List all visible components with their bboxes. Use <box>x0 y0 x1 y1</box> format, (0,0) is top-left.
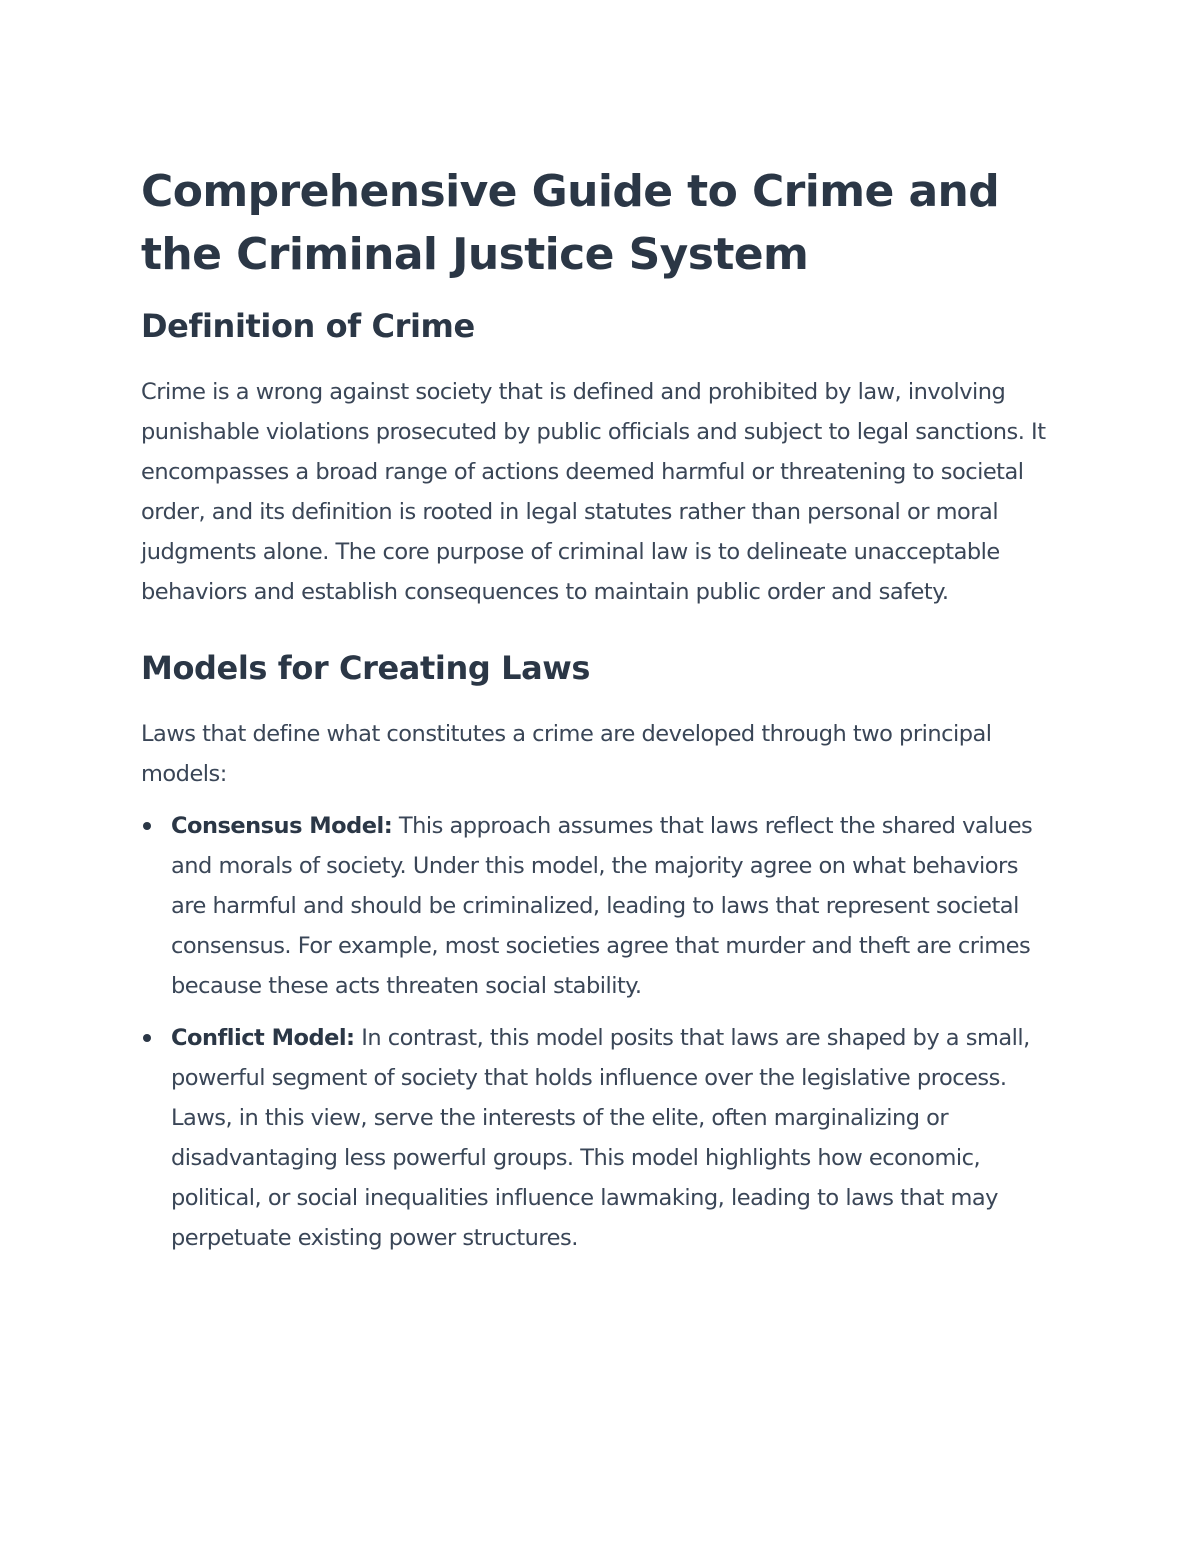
page-title: Comprehensive Guide to Crime and the Criminal Justice System <box>141 166 1000 280</box>
list-item-term: Conflict Model: <box>171 1025 355 1051</box>
bullet-icon <box>143 1034 151 1042</box>
section-heading-models: Models for Creating Laws <box>141 649 591 687</box>
models-list <box>141 806 1056 1258</box>
bullet-icon <box>143 822 151 830</box>
list-item-text: This approach assumes that laws reflect the shared values and morals of society. Under this model, the majority agree on what behaviors are harmful and should be criminalized, leading to laws that represent societal consensus. For example, most societies agree that murder and theft are crimes because these acts threaten social stability. <box>171 813 1033 999</box>
list-item-term: Consensus Model: <box>171 813 393 839</box>
list-item-consensus-model <box>141 806 1056 1006</box>
definition-paragraph: Crime is a wrong against society that is defined and prohibited by law, involving punishable violations prosecuted by public officials and subject to legal sanctions. It encompasses a broad range of actions deemed harmful or threatening to societal order, and its definition is rooted in legal statutes rather than personal or moral judgments alone. The core purpose of criminal law is to delineate unacceptable behaviors and establish consequences to maintain public order and safety. <box>141 379 1046 605</box>
list-item-text: In contrast, this model posits that laws are shaped by a small, powerful segment of society that holds influence over the legislative process. Laws, in this view, serve the interests of the elite, often marginalizing or disadvantaging less powerful groups. This model highlights how economic, political, or social inequalities influence lawmaking, leading to laws that may perpetuate existing power structures. <box>171 1025 1030 1251</box>
section-heading-definition: Definition of Crime <box>141 307 475 345</box>
models-intro-paragraph: Laws that define what constitutes a crime are developed through two principal models: <box>141 721 992 787</box>
document-page <box>141 160 1056 1258</box>
list-item-conflict-model <box>141 1018 1056 1258</box>
